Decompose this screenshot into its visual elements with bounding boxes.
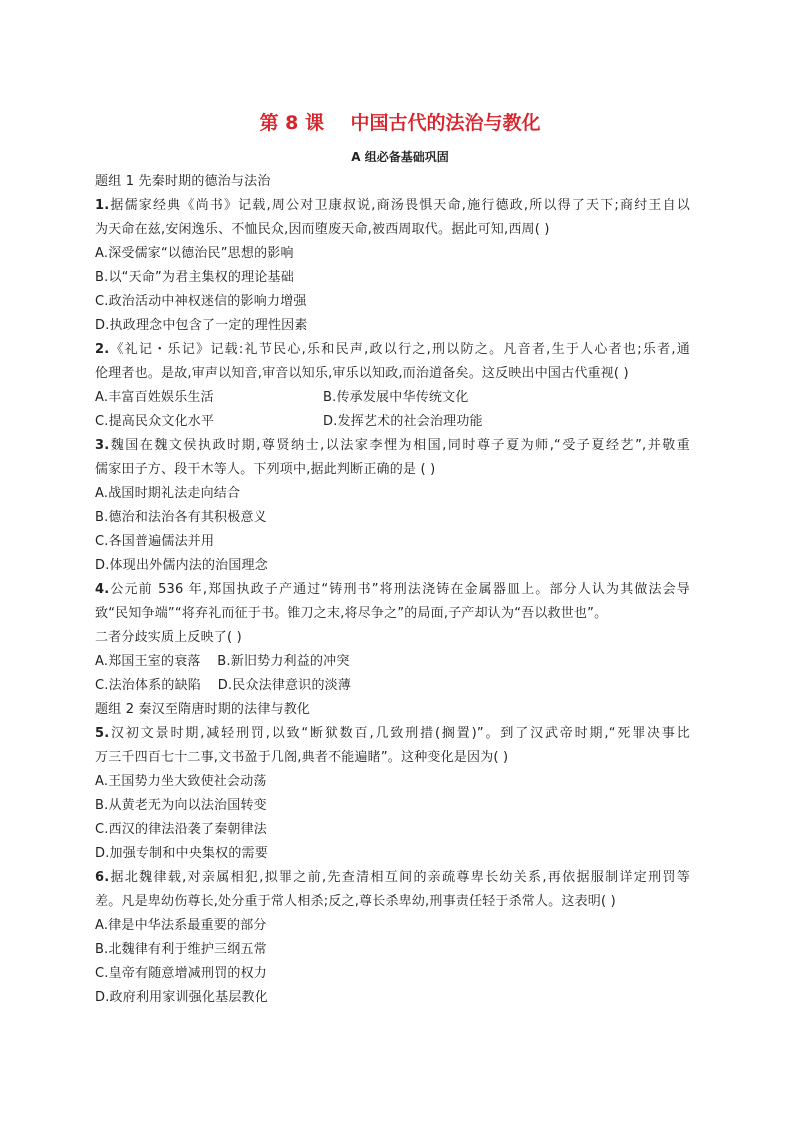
q4-options-row-1	[95, 654, 350, 670]
q4-option-d[interactable]: D.民众法律意识的淡薄	[217, 678, 352, 693]
question-5-line-2: 万三千四百七十二事,文书盈于几阁,典者不能遍睹”。这种变化是因为( )	[95, 750, 509, 765]
question-3-line-2: 儒家田子方、段干木等人。下列项中,据此判断正确的是 ( )	[95, 462, 436, 477]
q3-option-d[interactable]: D.体现出外儒内法的治国理念	[95, 558, 268, 573]
q5-option-c[interactable]: C.西汉的律法沿袭了秦朝律法	[95, 822, 268, 837]
q1-option-c[interactable]: C.政治活动中神权迷信的影响力增强	[95, 294, 307, 309]
q2-option-d[interactable]: D.发挥艺术的社会治理功能	[323, 414, 483, 429]
q1-option-b[interactable]: B.以“天命”为君主集权的理论基础	[95, 270, 294, 285]
question-text: 据儒家经典《尚书》记载,周公对卫康叔说,商汤畏惧天命,施行德政,所以得了天下;商纣王自以	[109, 198, 690, 213]
q2-option-b[interactable]: B.传承发展中华传统文化	[323, 390, 469, 405]
q4-option-c[interactable]: C.法治体系的缺陷	[95, 678, 202, 693]
q6-option-d[interactable]: D.政府利用家训强化基层教化	[95, 990, 268, 1005]
question-3-line-1	[95, 438, 690, 454]
question-1-line-1	[95, 198, 690, 214]
question-5-line-1	[95, 726, 690, 742]
question-6-line-1	[95, 870, 690, 886]
q5-option-d[interactable]: D.加强专制和中央集权的需要	[95, 846, 268, 861]
question-6-line-2: 差。凡是卑幼伤尊长,处分重于常人相杀;反之,尊长杀卑幼,刑事责任轻于杀常人。这表明( )	[95, 894, 616, 909]
section-subtitle: A 组必备基础巩固	[351, 150, 449, 164]
question-1-line-2: 为天命在兹,安闲逸乐、不恤民众,因而堕废天命,被西周取代。据此可知,西周( )	[95, 222, 550, 237]
q1-option-a[interactable]: A.深受儒家“以德治民”思想的影响	[95, 246, 294, 261]
q6-option-a[interactable]: A.律是中华法系最重要的部分	[95, 918, 267, 933]
q2-options-row-2	[95, 414, 483, 430]
q4-options-row-2	[95, 678, 351, 694]
lesson-title: 第 8 课 中国古代的法治与教化	[259, 112, 541, 134]
question-4-line-2: 致“民知争端”“将弃礼而征于书。锥刀之末,将尽争之”的局面,子产却认为“吾以救世也”。	[95, 606, 608, 621]
question-4-line-1	[95, 582, 690, 598]
group-heading-2: 题组 2 秦汉至隋唐时期的法律与教化	[95, 702, 311, 717]
question-text: 公元前 536 年,郑国执政子产通过“铸刑书”将刑法浇铸在金属器皿上。部分人认为其做法会导	[109, 582, 690, 597]
question-2-line-2: 伦理者也。是故,审声以知音,审音以知乐,审乐以知政,而治道备矣。这反映出中国古代重视( )	[95, 366, 629, 381]
question-number: 4.	[95, 582, 110, 597]
question-text: 魏国在魏文侯执政时期,尊贤纳士,以法家李悝为相国,同时尊子夏为师,“受子夏经艺”,并敬重	[109, 438, 690, 453]
question-4-line-3: 二者分歧实质上反映了( )	[95, 630, 242, 645]
question-text: 汉初文景时期,减轻刑罚,以致“断狱数百,几致刑措(搁置)”。到了汉武帝时期,“死罪决事比	[109, 726, 690, 741]
question-number: 2.	[95, 342, 110, 357]
question-2-line-1	[95, 342, 690, 358]
question-number: 3.	[95, 438, 110, 453]
question-text: 据北魏律载,对亲属相犯,拟罪之前,先查清相互间的亲疏尊卑长幼关系,再依据服制详定刑罚等	[109, 870, 690, 885]
q2-option-c[interactable]: C.提高民众文化水平	[95, 414, 215, 429]
q4-option-b[interactable]: B.新旧势力利益的冲突	[217, 654, 350, 669]
q5-option-b[interactable]: B.从黄老无为向以法治国转变	[95, 798, 267, 813]
q5-option-a[interactable]: A.王国势力坐大致使社会动荡	[95, 774, 267, 789]
question-number: 6.	[95, 870, 110, 885]
q2-option-a[interactable]: A.丰富百姓娱乐生活	[95, 390, 214, 405]
question-number: 5.	[95, 726, 110, 741]
question-number: 1.	[95, 198, 110, 213]
group-heading-1: 题组 1 先秦时期的德治与法治	[95, 174, 271, 189]
q2-options-row-1	[95, 390, 468, 406]
q3-option-b[interactable]: B.德治和法治各有其积极意义	[95, 510, 267, 525]
q3-option-c[interactable]: C.各国普遍儒法并用	[95, 534, 215, 549]
q4-option-a[interactable]: A.郑国王室的衰落	[95, 654, 201, 669]
question-text: 《礼记・乐记》记载:礼节民心,乐和民声,政以行之,刑以防之。凡音者,生于人心者也;乐者,通	[109, 342, 690, 357]
q3-option-a[interactable]: A.战国时期礼法走向结合	[95, 486, 241, 501]
q6-option-b[interactable]: B.北魏律有利于维护三纲五常	[95, 942, 267, 957]
q6-option-c[interactable]: C.皇帝有随意增减刑罚的权力	[95, 966, 268, 981]
q1-option-d[interactable]: D.执政理念中包含了一定的理性因素	[95, 318, 308, 333]
